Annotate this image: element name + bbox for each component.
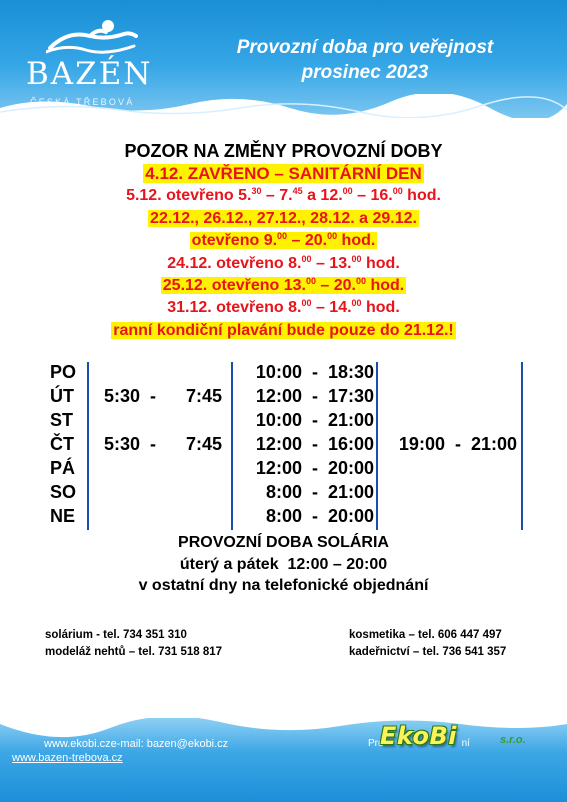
contact-cosmetics: kosmetika – tel. 606 447 497 <box>349 629 502 641</box>
notice-dates-hours-text <box>190 232 378 249</box>
row-morning-from: 5:30 - <box>104 434 157 454</box>
notice-dec5-s3: 00 <box>342 186 353 197</box>
notice-closed-line <box>0 163 567 185</box>
row-day: ST <box>50 410 74 430</box>
row-main-hours: 10:00 - 21:00 <box>255 410 374 430</box>
notice-dec25-line <box>0 275 567 297</box>
notice-dec5-line <box>0 185 567 207</box>
contacts-left <box>45 627 222 661</box>
notice-dec31-text <box>165 299 402 316</box>
row-main-hours: 12:00 - 17:30 <box>255 386 374 406</box>
header-wave <box>0 94 567 118</box>
row-main-hours: 10:00 - 18:30 <box>255 362 374 382</box>
notice-d31-a: 31.12. otevřeno 8. <box>167 299 302 317</box>
title-line-2: prosinec 2023 <box>301 62 429 83</box>
notice-dec5-d: – 16. <box>352 187 393 205</box>
notice-dec5-s4: 00 <box>392 186 403 197</box>
row-main-hours: 12:00 - 20:00 <box>255 458 374 478</box>
notice-d31-b: – 14. <box>311 299 352 317</box>
logo-name: BAZÉN <box>26 56 153 92</box>
notice-d25-s2: 00 <box>356 275 367 286</box>
footer-website-link[interactable]: www.bazen-trebova.cz <box>12 752 123 764</box>
row-main-hours: 8:00 - 20:00 <box>265 506 374 526</box>
notice-d24-s1: 00 <box>301 253 312 264</box>
row-main-hours: 8:00 - 21:00 <box>265 482 374 502</box>
notice-morning-line <box>0 320 567 342</box>
notice-dh-s2: 00 <box>327 231 338 242</box>
ekobi-logo-mark: EkoBi <box>380 722 458 750</box>
table-row <box>0 434 567 458</box>
notice-dec5-a: 5.12. otevřeno 5. <box>126 187 252 205</box>
notice-d25-s1: 00 <box>305 275 316 286</box>
notice-d24-b: – 13. <box>311 254 352 272</box>
solarium-other: v ostatní dny na telefonické objednání <box>138 577 429 594</box>
notice-d24-a: 24.12. otevřeno 8. <box>167 254 302 272</box>
notice-d31-s1: 00 <box>301 298 312 309</box>
row-day: NE <box>50 506 76 526</box>
row-day: ČT <box>50 434 74 454</box>
solarium-title: PROVOZNÍ DOBA SOLÁRIA <box>178 534 389 551</box>
page-title <box>185 35 545 85</box>
table-row <box>0 410 567 434</box>
table-row <box>0 482 567 506</box>
notice-dh-a: otevřeno 9. <box>191 232 278 250</box>
notice-morning-text: ranní kondiční plavání bude pouze do 21.12.! <box>113 321 454 339</box>
notice-d25-a: 25.12. otevřeno 13. <box>162 276 306 294</box>
row-day: SO <box>50 482 77 502</box>
table-row <box>0 458 567 482</box>
swimmer-icon <box>46 18 138 54</box>
notice-dec25-text <box>161 277 406 294</box>
contact-nails: modeláž nehtů – tel. 731 518 817 <box>45 646 223 658</box>
notice-d25-b: – 20. <box>315 276 356 294</box>
notice-dec24-line <box>0 253 567 275</box>
notice-dec5-c: a 12. <box>302 187 343 205</box>
table-row <box>0 362 567 386</box>
row-main-hours: 12:00 - 16:00 <box>255 434 374 454</box>
notice-dec5-s1: 30 <box>251 186 262 197</box>
notice-dec24-text <box>165 255 402 272</box>
notice-dec5-e: hod. <box>402 187 441 205</box>
title-line-1: Provozní doba pro veřejnost <box>236 37 494 58</box>
row-morning-to: 7:45 <box>186 434 223 454</box>
logo-subtitle: ČESKÁ TŘEBOVÁ <box>30 97 135 107</box>
notice-dates-text: 22.12., 26.12., 27.12., 28.12. a 29.12. <box>150 209 417 227</box>
footer-operator-suffix: ní <box>461 738 470 749</box>
footer-banner <box>0 718 567 802</box>
notice-closed-text: 4.12. ZAVŘENO – SANITÁRNÍ DEN <box>145 164 422 183</box>
notice-dec5-b: – 7. <box>261 187 293 205</box>
footer-email[interactable]: www.ekobi.cze-mail: bazen@ekobi.cz <box>44 738 229 750</box>
notice-d24-s2: 00 <box>351 253 362 264</box>
row-day: ÚT <box>50 386 74 406</box>
footer-operator-prefix: Pro <box>368 738 384 749</box>
notice-dh-s1: 00 <box>277 231 288 242</box>
notice-dh-c: hod. <box>337 232 376 250</box>
notice-d24-c: hod. <box>361 254 400 272</box>
notice-heading: POZOR NA ZMĚNY PROVOZNÍ DOBY <box>124 141 443 161</box>
table-row <box>0 386 567 410</box>
contact-solarium: solárium - tel. 734 351 310 <box>45 629 187 641</box>
header-banner <box>0 0 567 118</box>
notice-d25-c: hod. <box>366 276 405 294</box>
notice-dec5-s2: 45 <box>292 186 303 197</box>
row-day: PÁ <box>50 458 76 478</box>
ekobi-logo-suffix: s.r.o. <box>500 734 526 746</box>
row-evening-hours: 19:00 - 21:00 <box>398 434 517 454</box>
row-day: PO <box>50 362 77 382</box>
schedule-change-notice <box>0 139 567 342</box>
notice-dh-b: – 20. <box>287 232 328 250</box>
solarium-hours: úterý a pátek 12:00 – 20:00 <box>179 555 388 573</box>
pool-logo <box>22 18 162 107</box>
notice-dec5-text <box>124 187 443 204</box>
notice-dec31-line <box>0 297 567 319</box>
row-morning-to: 7:45 <box>186 386 223 406</box>
solarium-section <box>0 532 567 597</box>
contact-hairdresser: kadeřnictví – tel. 736 541 357 <box>349 646 507 658</box>
row-morning-from: 5:30 - <box>104 386 157 406</box>
notice-d31-c: hod. <box>361 299 400 317</box>
contacts-right <box>349 627 506 661</box>
notice-dates-line <box>0 208 567 230</box>
ekobi-logo <box>380 722 530 762</box>
opening-hours-table <box>0 362 567 530</box>
notice-dates-hours-line <box>0 230 567 252</box>
table-row <box>0 506 567 530</box>
notice-d31-s2: 00 <box>351 298 362 309</box>
